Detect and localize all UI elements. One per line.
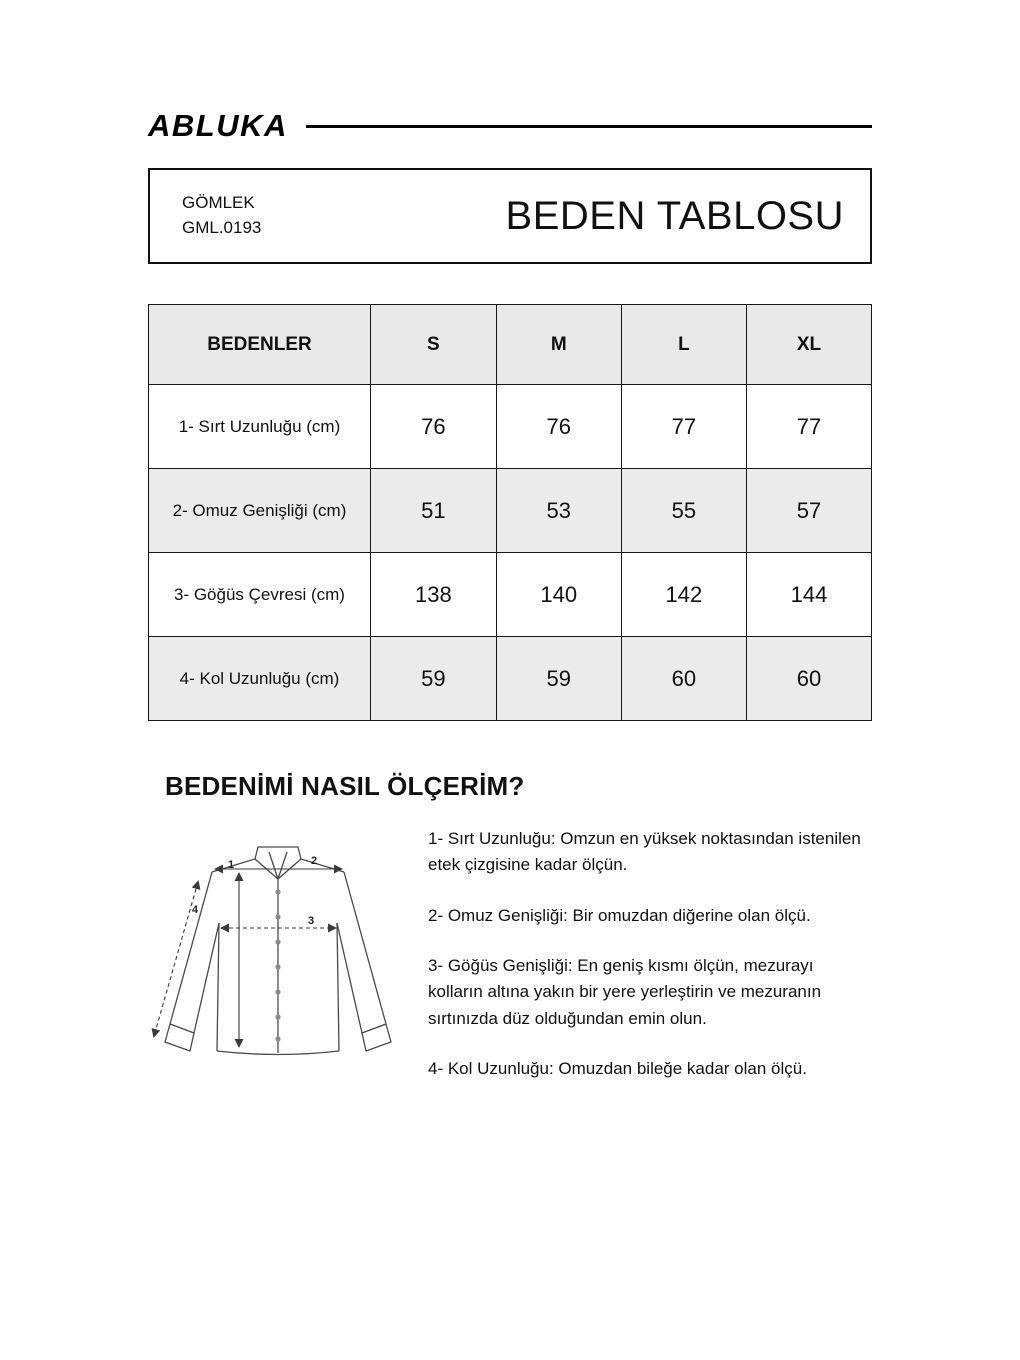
- column-header-s: S: [370, 305, 496, 385]
- size-value: 77: [746, 385, 871, 469]
- size-value: 140: [496, 553, 621, 637]
- size-table: [148, 304, 872, 721]
- size-value: 138: [370, 553, 496, 637]
- instruction-chest: 3- Göğüs Genişliği: En geniş kısmı ölçün, mezurayı kolların altına yakın bir yere yerleştirin ve mezuranın sırtınızda düz olduğundan emin olun.: [428, 956, 822, 1028]
- size-value: 60: [746, 637, 871, 721]
- instruction-sleeve-length: 4- Kol Uzunluğu: Omuzdan bileğe kadar olan ölçü.: [428, 1059, 807, 1079]
- size-value: 57: [746, 469, 871, 553]
- row-label: 3- Göğüs Çevresi (cm): [149, 553, 371, 637]
- size-value: 53: [496, 469, 621, 553]
- diagram-label-4: 4: [191, 904, 199, 916]
- title-box: [148, 168, 872, 264]
- row-label: 2- Omuz Genişliği (cm): [149, 469, 371, 553]
- size-value: 76: [496, 385, 621, 469]
- row-label: 1- Sırt Uzunluğu (cm): [149, 385, 371, 469]
- table-row: [149, 469, 872, 553]
- size-value: 144: [746, 553, 871, 637]
- shirt-diagram: [148, 814, 428, 1087]
- product-info: [150, 191, 261, 240]
- diagram-label-2: 2: [310, 855, 318, 867]
- table-header-row: [149, 305, 872, 385]
- shirt-illustration: [148, 820, 412, 1082]
- size-value: 59: [496, 637, 621, 721]
- table-row: [149, 637, 872, 721]
- size-value: 60: [621, 637, 746, 721]
- size-value: 51: [370, 469, 496, 553]
- brand-header: [148, 108, 872, 144]
- row-label: 4- Kol Uzunluğu (cm): [149, 637, 371, 721]
- size-chart-page: [148, 0, 872, 1106]
- size-value: 76: [370, 385, 496, 469]
- brand-logo: ABLUKA: [148, 108, 288, 143]
- column-header-bedenler: BEDENLER: [149, 305, 371, 385]
- shirt-outline: [165, 847, 391, 1055]
- column-header-xl: XL: [746, 305, 871, 385]
- size-value: 77: [621, 385, 746, 469]
- diagram-label-3: 3: [307, 915, 315, 927]
- product-code: GML.0193: [182, 218, 262, 237]
- product-type: GÖMLEK: [182, 193, 255, 213]
- guide-heading: BEDENİMİ NASIL ÖLÇERİM?: [165, 771, 525, 801]
- logo-rule-line: [306, 125, 872, 128]
- size-value: 55: [621, 469, 746, 553]
- table-row: [149, 553, 872, 637]
- instruction-back-length: 1- Sırt Uzunluğu: Omzun en yüksek noktasından istenilen etek çizgisine kadar ölçün.: [428, 829, 861, 875]
- page-title: BEDEN TABLOSU: [505, 193, 844, 238]
- size-value: 59: [370, 637, 496, 721]
- measurement-arrows: [154, 869, 341, 1046]
- column-header-m: M: [496, 305, 621, 385]
- measure-guide: [148, 814, 872, 1106]
- column-header-l: L: [621, 305, 746, 385]
- size-value: 142: [621, 553, 746, 637]
- diagram-label-1: 1: [227, 859, 235, 871]
- measure-instructions: [428, 814, 872, 1106]
- instruction-shoulder-width: 2- Omuz Genişliği: Bir omuzdan diğerine olan ölçü.: [428, 905, 811, 925]
- table-row: [149, 385, 872, 469]
